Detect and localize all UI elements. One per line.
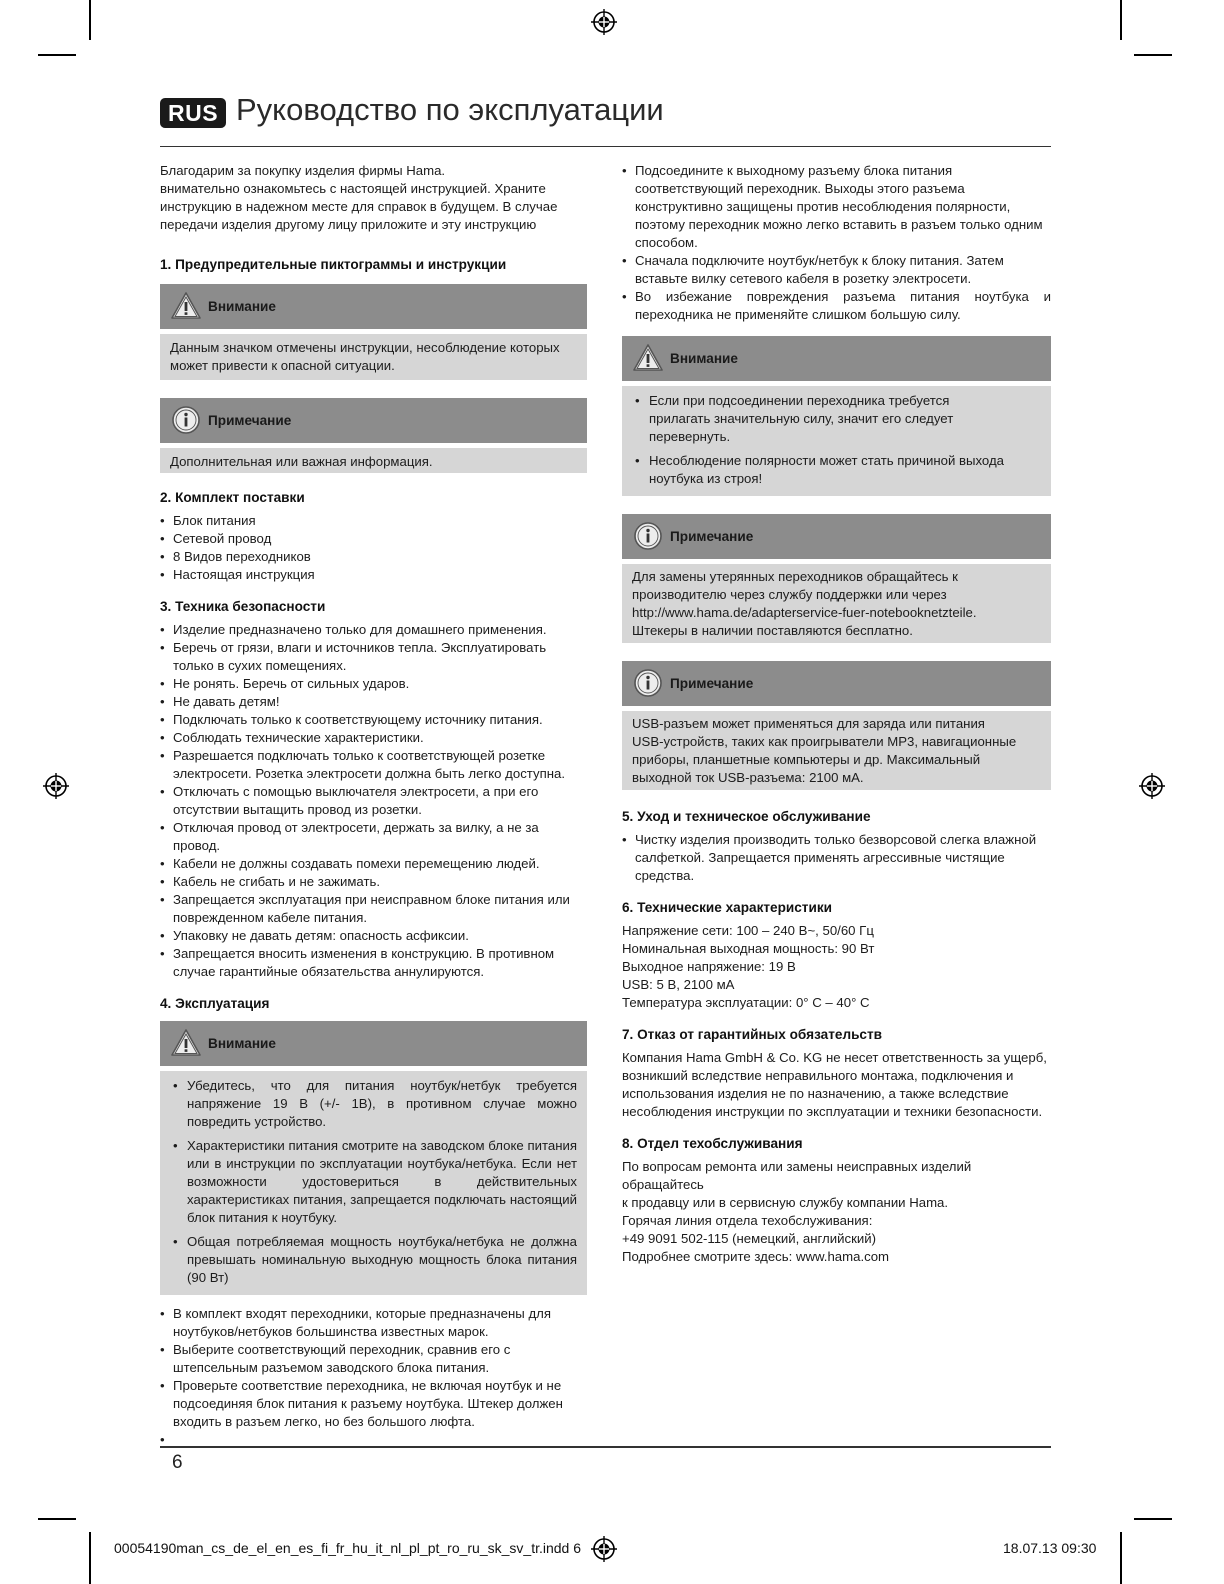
crop-mark (38, 1518, 76, 1520)
note-line: выходной ток USB-разъема: 2100 мА. (632, 770, 864, 785)
note-box-body (622, 564, 1051, 643)
section-heading: 6. Технические характеристики (622, 900, 832, 915)
list-item: • Разрешается подключать только к соответствующей розетке электросети. Розетка электросети должна быть легко доступна. (160, 747, 587, 783)
note-box (160, 398, 587, 473)
intro-line: Благодарим за покупку изделия фирмы Hama. (160, 163, 446, 178)
section-heading: 8. Отдел техобслуживания (622, 1136, 803, 1151)
intro-paragraph (160, 162, 587, 234)
section-heading: 7. Отказ от гарантийных обязательств (622, 1027, 883, 1042)
note-box (622, 661, 1051, 790)
section-heading: 2. Комплект поставки (160, 490, 305, 505)
list-item: • Выберите соответствующий переходник, сравнив его с штепсельным разъемом заводского блока питания. (160, 1341, 587, 1377)
section-heading: 4. Эксплуатация (160, 996, 270, 1011)
spec-line: Напряжение сети: 100 – 240 В~, 50/60 Гц (622, 923, 874, 938)
note-line: USB-устройств, таких как проигрыватели MP3, навигационные (632, 734, 1017, 749)
page-title: Руководство по эксплуатации (236, 92, 664, 127)
safety-list (160, 621, 587, 981)
info-circle-icon (632, 521, 664, 551)
section-heading: 3. Техника безопасности (160, 599, 326, 614)
warning-box-title: Внимание (670, 351, 738, 366)
contents-list (160, 512, 587, 584)
section-heading: 5. Уход и техническое обслуживание (622, 809, 871, 824)
intro-line: передачи изделия другому лицу приложите и эту инструкцию (160, 217, 537, 232)
list-item: • Упаковку не давать детям: опасность асфиксии. (160, 927, 587, 945)
list-item: • Убедитесь, что для питания ноутбук/нетбук требуется напряжение 19 В (+/- 1В), в противном случае можно повредить устройство. (170, 1077, 577, 1131)
specs-block (622, 922, 1051, 1012)
info-circle-icon (632, 668, 664, 698)
note-box-body (160, 448, 587, 473)
page-header (160, 92, 1051, 147)
note-box-header (160, 398, 587, 443)
list-item: • Запрещается эксплуатация при неисправном блоке питания или поврежденном кабеле питания. (160, 891, 587, 927)
left-column (160, 162, 587, 1449)
warranty-line: Компания Hama GmbH & Co. KG не несет ответственность за ущерб, (622, 1050, 1047, 1065)
note-line: приборы, планшетные компьютеры и др. Максимальный (632, 752, 981, 767)
list-item: • 8 Видов переходников (160, 548, 587, 566)
spec-line: Номинальная выходная мощность: 90 Вт (622, 941, 875, 956)
warning-triangle-icon (170, 291, 202, 321)
list-item: • Не ронять. Беречь от сильных ударов. (160, 675, 587, 693)
operation-list-continued (622, 162, 1051, 324)
note-box-title: Примечание (208, 413, 292, 428)
list-item: • Подключать только к соответствующему источнику питания. (160, 711, 587, 729)
crop-mark (89, 1532, 91, 1584)
warning-box-header (160, 1021, 587, 1066)
list-item: • Отключая провод от электросети, держать за вилку, а не за провод. (160, 819, 587, 855)
list-item: • Несоблюдение полярности может стать причиной выхода ноутбука из строя! (632, 452, 1011, 488)
list-item: • Проверьте соответствие переходника, не включая ноутбук и не подсоединяя блок питания к разъему ноутбука. Штекер должен входить в разъем легко, но без большого люфта. (160, 1377, 587, 1431)
service-line: Горячая линия отдела техобслуживания: (622, 1213, 873, 1228)
list-item: • Чистку изделия производить только безворсовой слегка влажной салфеткой. Запрещается применять агрессивные чистящие средства. (622, 831, 1051, 885)
list-item: • Отключать с помощью выключателя электросети, а при его отсутствии вытащить провод из розетки. (160, 783, 587, 819)
list-item: • Сначала подключите ноутбук/нетбук к блоку питания. Затем вставьте вилку сетевого кабеля в розетку электросети. (622, 252, 1051, 288)
warning-box-title: Внимание (208, 1036, 276, 1051)
note-line: USB-разъем может применяться для заряда или питания (632, 716, 985, 731)
spec-line: Выходное напряжение: 19 В (622, 959, 796, 974)
print-slug-filename: 00054190man_cs_de_el_en_es_fi_fr_hu_it_nl_pl_pt_ro_ru_sk_sv_tr.indd 6 (114, 1540, 582, 1556)
list-item: • Соблюдать технические характеристики. (160, 729, 587, 747)
list-item: • Беречь от грязи, влаги и источников тепла. Эксплуатировать только в сухих помещениях. (160, 639, 587, 675)
warning-triangle-icon (632, 343, 664, 373)
warning-box-header (622, 336, 1051, 381)
warning-box-body (160, 1071, 587, 1295)
crop-mark (1134, 1518, 1172, 1520)
warning-box-title: Внимание (208, 299, 276, 314)
care-list (622, 831, 1051, 885)
list-item: • Запрещается вносить изменения в конструкцию. В противном случае гарантийные обязательства аннулируются. (160, 945, 587, 981)
right-column (622, 162, 1051, 1266)
spec-line: USB: 5 В, 2100 мА (622, 977, 735, 992)
note-box-title: Примечание (670, 529, 754, 544)
note-box-title: Примечание (670, 676, 754, 691)
section-heading: 1. Предупредительные пиктограммы и инструкции (160, 257, 507, 272)
warning-box (160, 284, 587, 380)
note-line: производителю через службу поддержки или через (632, 587, 947, 602)
list-item: • Подсоедините к выходному разъему блока питания соответствующий переходник. Выходы этого разъема конструктивно защищены против несоблюдения полярности, поэтому переходник можно легко вставить в разъем только одним способом. (622, 162, 1051, 252)
warning-box (622, 336, 1051, 496)
warranty-line: несоблюдения инструкции по эксплуатации и техники безопасности. (622, 1104, 1043, 1119)
list-item: • Кабели не должны создавать помехи перемещению людей. (160, 855, 587, 873)
warning-box-body (622, 386, 1051, 496)
note-line: Штекеры в наличии поставляются бесплатно. (632, 623, 913, 638)
note-box (622, 514, 1051, 643)
note-box-text: Дополнительная или важная информация. (170, 454, 433, 469)
registration-mark-icon (1139, 773, 1165, 799)
note-box-header (622, 514, 1051, 559)
list-item: • Общая потребляемая мощность ноутбука/нетбука не должна превышать номинальную выходную мощность блока питания (90 Вт) (170, 1233, 577, 1287)
warning-list (632, 392, 1011, 488)
warranty-block (622, 1049, 1051, 1121)
list-item: • Во избежание повреждения разъема питания ноутбука и переходника не применяйте слишком большую силу. (622, 288, 1051, 324)
print-slug-date: 18.07.13 09:30 (1003, 1540, 1097, 1556)
crop-mark (38, 54, 76, 56)
list-item: • Кабель не сгибать и не зажимать. (160, 873, 587, 891)
note-box-body (622, 711, 1051, 790)
list-item: • Блок питания (160, 512, 587, 530)
list-item: • В комплект входят переходники, которые предназначены для ноутбуков/нетбуков большинства известных марок. (160, 1305, 587, 1341)
list-item: • Настоящая инструкция (160, 566, 587, 584)
warning-box-text: Данным значком отмечены инструкции, несоблюдение которых может привести к опасной ситуации. (170, 340, 560, 373)
warning-box (160, 1021, 587, 1295)
operation-list (160, 1305, 587, 1449)
note-box-header (622, 661, 1051, 706)
list-item: • Не давать детям! (160, 693, 587, 711)
list-item: • Если при подсоединении переходника требуется прилагать значительную силу, значит его следует перевернуть. (632, 392, 1011, 446)
crop-mark (1120, 0, 1122, 40)
footer-divider (160, 1446, 1051, 1448)
info-circle-icon (170, 405, 202, 435)
list-item: • Сетевой провод (160, 530, 587, 548)
service-line: По вопросам ремонта или замены неисправных изделий обращайтесь (622, 1159, 972, 1192)
crop-mark (1120, 1532, 1122, 1584)
warning-triangle-icon (170, 1028, 202, 1058)
warranty-line: возникший вследствие неправильного монтажа, подключения и (622, 1068, 1014, 1083)
warning-list (170, 1077, 577, 1287)
warranty-line: использования изделия не по назначению, а также вследствие (622, 1086, 1009, 1101)
language-badge: RUS (160, 98, 226, 128)
page-number: 6 (172, 1452, 183, 1473)
spec-line: Температура эксплуатации: 0° С – 40° С (622, 995, 870, 1010)
crop-mark (1134, 54, 1172, 56)
service-line: Подробнее смотрите здесь: www.hama.com (622, 1249, 890, 1264)
warning-box-body (160, 334, 587, 380)
intro-line: внимательно ознакомьтесь с настоящей инструкцией. Храните (160, 181, 546, 196)
service-line: к продавцу или в сервисную службу компании Hama. (622, 1195, 949, 1210)
note-line: Для замены утерянных переходников обращайтесь к (632, 569, 958, 584)
registration-mark-icon (591, 1536, 617, 1562)
intro-line: инструкцию в надежном месте для справок в будущем. В случае (160, 199, 558, 214)
list-item: • Изделие предназначено только для домашнего применения. (160, 621, 587, 639)
registration-mark-icon (43, 773, 69, 799)
registration-mark-icon (591, 9, 617, 35)
note-line: http://www.hama.de/adapterservice-fuer-notebooknetzteile. (632, 605, 977, 620)
service-block (622, 1158, 1051, 1266)
list-item: • Характеристики питания смотрите на заводском блоке питания или в инструкции по эксплуатации ноутбука/нетбука. Если нет возможности удостовериться в действительных характеристиках питания, запрещается подключать настоящий блок питания к ноутбуку. (170, 1137, 577, 1227)
service-line: +49 9091 502-115 (немецкий, английский) (622, 1231, 876, 1246)
crop-mark (89, 0, 91, 40)
warning-box-header (160, 284, 587, 329)
